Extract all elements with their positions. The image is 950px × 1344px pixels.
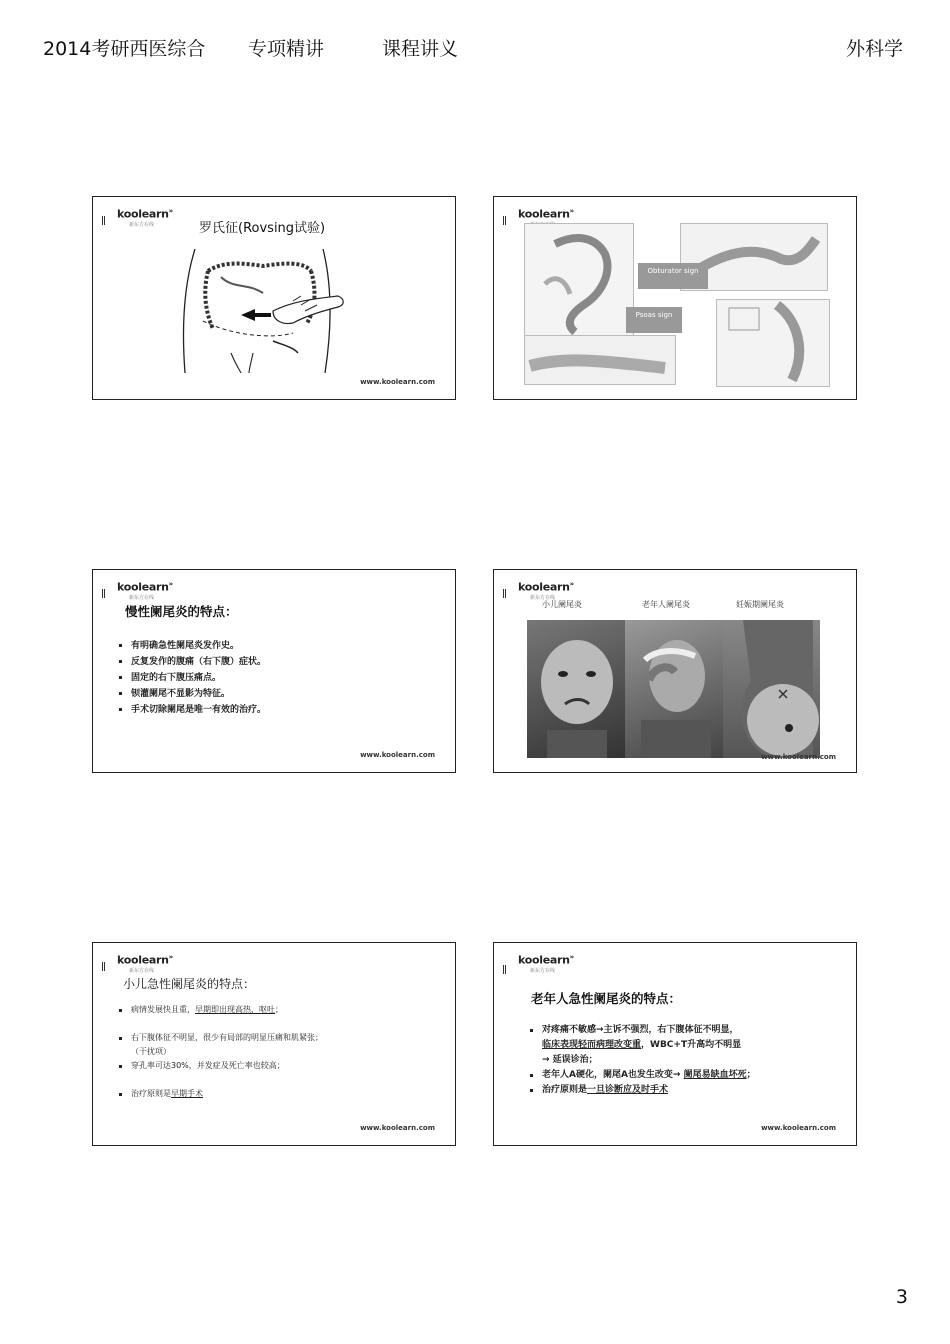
header-subject: 外科学: [846, 38, 904, 60]
bullet-list: [530, 1023, 756, 1098]
slide-marker: [503, 589, 506, 598]
list-item: 钡灌阑尾不显影为特征。: [119, 686, 266, 702]
slide-elderly-appendicitis: [493, 942, 857, 1146]
colon-anatomy-image: [524, 223, 634, 337]
list-item: 有明确急性阑尾炎发作史。: [119, 638, 266, 654]
list-item: 对疼痛不敏感→主诉不强烈，右下腹体征不明显， 临床表现轻而病理改变重，WBC+T升高均不明显 → 延误诊治；: [530, 1023, 756, 1068]
caption-elderly: 老年人阑尾炎: [642, 600, 690, 609]
list-item: 手术切除阑尾是唯一有效的治疗。: [119, 702, 266, 718]
header-doc-type: 课程讲义: [382, 38, 459, 60]
slide-title: 慢性阑尾炎的特点：: [125, 604, 238, 619]
koolearn-logo: koolearn» 新东方在线: [117, 207, 173, 228]
website-footer: www.koolearn.com: [761, 1124, 836, 1132]
slide-marker: [102, 962, 105, 971]
slide-appendicitis-groups: [493, 569, 857, 773]
list-item: 穿孔率可达30%，并发症及死亡率也较高；: [119, 1059, 323, 1073]
list-item: 固定的右下腹压痛点。: [119, 670, 266, 686]
koolearn-logo: koolearn» 新东方在线: [518, 953, 574, 974]
slide-marker: [102, 216, 105, 225]
pelvis-muscle-image: [716, 299, 830, 387]
child-photo: [527, 620, 625, 758]
list-item: 病情发展快且重，早期即出现高热，呕吐；: [119, 1003, 323, 1017]
koolearn-logo: koolearn» 新东方在线: [117, 953, 173, 974]
list-item: 治疗原则是一旦诊断应及时手术: [530, 1083, 756, 1098]
website-footer: www.koolearn.com: [360, 751, 435, 759]
elderly-man-photo: [625, 620, 723, 758]
slide-title: 小儿急性阑尾炎的特点：: [123, 977, 256, 991]
slide-marker: [503, 965, 506, 974]
slide-chronic-appendicitis: [92, 569, 456, 773]
psoas-sign-label: Psoas sign: [626, 307, 682, 333]
header-section: 专项精讲: [248, 38, 325, 60]
slide-rovsing: [92, 196, 456, 400]
pregnant-woman-photo: [723, 620, 820, 758]
page-number: 3: [895, 1286, 908, 1308]
slide-title: 罗氏征(Rovsing试验): [199, 221, 326, 236]
obturator-sign-label: Obturator sign: [638, 263, 708, 289]
rovsing-abdomen-illustration: [173, 241, 363, 373]
website-footer: www.koolearn.com: [360, 1124, 435, 1132]
psoas-leg-image: [524, 335, 676, 385]
caption-pregnancy: 妊娠期阑尾炎: [736, 600, 784, 609]
bullet-list: [119, 1003, 323, 1101]
koolearn-logo: koolearn»: [518, 207, 574, 221]
header-course: 2014考研西医综合: [43, 38, 206, 60]
list-item: 反复发作的腹痛（右下腹）症状。: [119, 654, 266, 670]
caption-child: 小儿阑尾炎: [542, 600, 582, 609]
list-item: 治疗原则是早期手术: [119, 1087, 323, 1101]
koolearn-logo: koolearn» 新东方在线: [518, 580, 574, 601]
slide-child-appendicitis: [92, 942, 456, 1146]
list-item: 右下腹体征不明显，很少有局部的明显压痛和肌紧张； （干扰项）: [119, 1031, 323, 1059]
website-footer: www.koolearn.com: [360, 378, 435, 386]
slide-marker: [503, 216, 506, 225]
list-item: 老年人A硬化，阑尾A也发生改变→ 阑尾易缺血坏死；: [530, 1068, 756, 1083]
website-footer: www.koolearn.com: [761, 753, 836, 761]
slide-title: 老年人急性阑尾炎的特点：: [531, 991, 682, 1006]
bullet-list: [119, 638, 266, 718]
slide-psoas-obturator: [493, 196, 857, 400]
koolearn-logo: koolearn» 新东方在线: [117, 580, 173, 601]
slide-marker: [102, 589, 105, 598]
